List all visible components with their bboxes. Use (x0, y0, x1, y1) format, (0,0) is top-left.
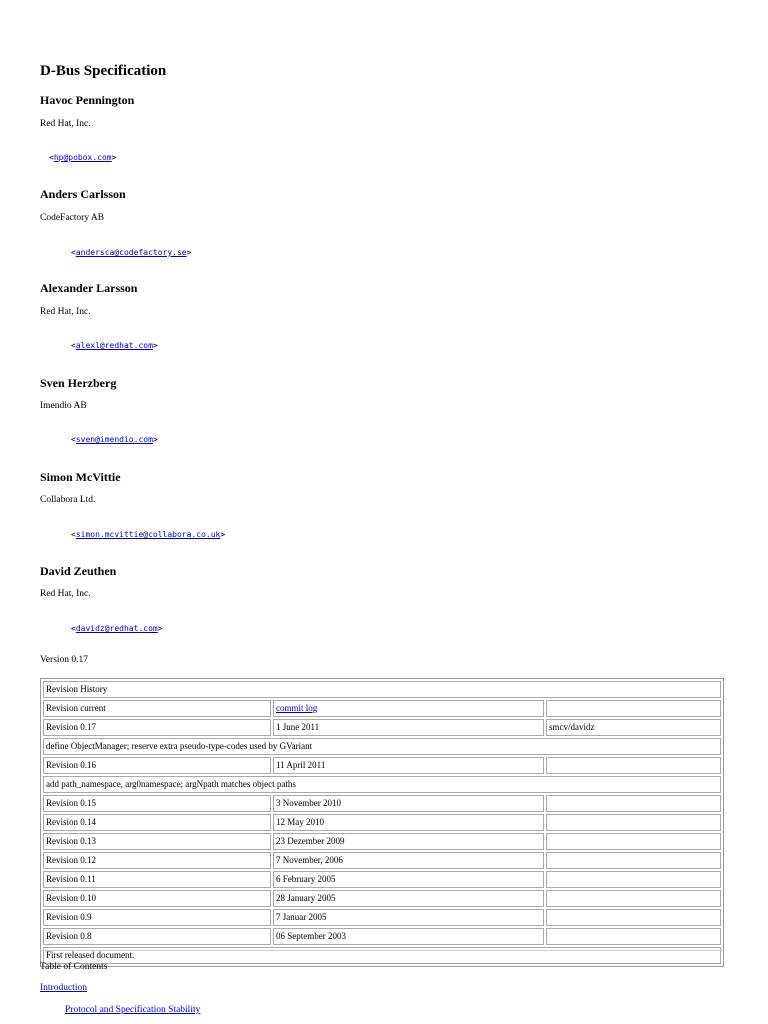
table-row (43, 700, 721, 717)
author-cell (546, 814, 721, 831)
table-row (43, 852, 721, 869)
rev-cell: Revision 0.16 (43, 757, 271, 774)
rev-cell: Revision 0.15 (43, 795, 271, 812)
date-cell: 06 September 2003 (273, 928, 544, 945)
author-email: <sven@imendio.com> (71, 435, 158, 444)
email-link[interactable]: sven@imendio.com (75, 435, 153, 444)
email-link[interactable]: simon.mcvittie@collabora.co.uk (75, 530, 221, 539)
rev-cell: Revision 0.14 (43, 814, 271, 831)
date-cell: 28 January 2005 (273, 890, 544, 907)
author-name: Anders Carlsson (40, 187, 126, 201)
table-row (43, 757, 721, 774)
author-org: Collabora Ltd. (40, 495, 96, 505)
revision-history-table (40, 678, 724, 967)
toc-title: Table of Contents (40, 962, 108, 972)
rev-cell: Revision 0.17 (43, 719, 271, 736)
note-cell: define ObjectManager; reserve extra pseudo-type-codes used by GVariant (43, 738, 721, 755)
date-cell: 6 February 2005 (273, 871, 544, 888)
author-name: Simon McVittie (40, 470, 121, 484)
date-cell (273, 700, 544, 717)
table-row (43, 890, 721, 907)
table-row (43, 928, 721, 945)
page-title: D-Bus Specification (40, 63, 167, 79)
version-label: Version 0.17 (40, 655, 89, 665)
author-cell (546, 757, 721, 774)
date-cell: 12 May 2010 (273, 814, 544, 831)
author-name: Havoc Pennington (40, 93, 135, 107)
date-cell: 1 June 2011 (273, 719, 544, 736)
author-org: Red Hat, Inc. (40, 119, 91, 129)
commit-log-link[interactable]: commit log (276, 703, 318, 713)
author-email: <andersca@codefactory.se> (71, 248, 192, 257)
author-cell (546, 852, 721, 869)
author-org: Red Hat, Inc. (40, 589, 91, 599)
table-note-row (43, 776, 721, 793)
author-cell (546, 700, 721, 717)
date-cell: 23 Dezember 2009 (273, 833, 544, 850)
table-row (43, 871, 721, 888)
author-cell (546, 928, 721, 945)
author-cell (546, 833, 721, 850)
table-row (43, 833, 721, 850)
author-cell (546, 909, 721, 926)
author-cell (546, 890, 721, 907)
table-row (43, 909, 721, 926)
rev-cell: Revision 0.12 (43, 852, 271, 869)
author-cell (546, 871, 721, 888)
author-name: Sven Herzberg (40, 376, 117, 390)
rev-cell: Revision 0.10 (43, 890, 271, 907)
author-email: <hp@pobox.com> (49, 153, 117, 162)
table-header: Revision History (43, 681, 721, 698)
divider (40, 950, 724, 951)
author-cell: smcv/davidz (546, 719, 721, 736)
rev-cell: Revision 0.11 (43, 871, 271, 888)
author-name: David Zeuthen (40, 564, 117, 578)
table-note-row (43, 738, 721, 755)
author-email: <alexl@redhat.com> (71, 341, 158, 350)
rev-cell: Revision current (43, 700, 271, 717)
rev-cell: Revision 0.9 (43, 909, 271, 926)
date-cell: 11 April 2011 (273, 757, 544, 774)
author-email: <davidz@redhat.com> (71, 624, 163, 633)
date-cell: 7 November, 2006 (273, 852, 544, 869)
author-name: Alexander Larsson (40, 281, 138, 295)
author-org: Imendio AB (40, 401, 87, 411)
author-email: <simon.mcvittie@collabora.co.uk> (71, 530, 226, 539)
email-link[interactable]: andersca@codefactory.se (75, 248, 187, 257)
author-cell (546, 795, 721, 812)
date-cell: 3 November 2010 (273, 795, 544, 812)
toc-link-protocol-stability[interactable]: Protocol and Specification Stability (65, 1005, 201, 1015)
author-org: CodeFactory AB (40, 213, 105, 223)
author-org: Red Hat, Inc. (40, 307, 91, 317)
toc-link-introduction[interactable]: Introduction (40, 983, 87, 993)
table-row (43, 814, 721, 831)
table-row (43, 795, 721, 812)
email-link[interactable]: alexl@redhat.com (75, 341, 153, 350)
rev-cell: Revision 0.13 (43, 833, 271, 850)
date-cell: 7 Januar 2005 (273, 909, 544, 926)
note-cell: First released document. (43, 947, 721, 964)
note-cell: add path_namespace, arg0namespace; argNpath matches object paths (43, 776, 721, 793)
email-link[interactable]: hp@pobox.com (53, 153, 112, 162)
table-header-row (43, 681, 721, 698)
rev-cell: Revision 0.8 (43, 928, 271, 945)
email-link[interactable]: davidz@redhat.com (75, 624, 158, 633)
table-row (43, 719, 721, 736)
